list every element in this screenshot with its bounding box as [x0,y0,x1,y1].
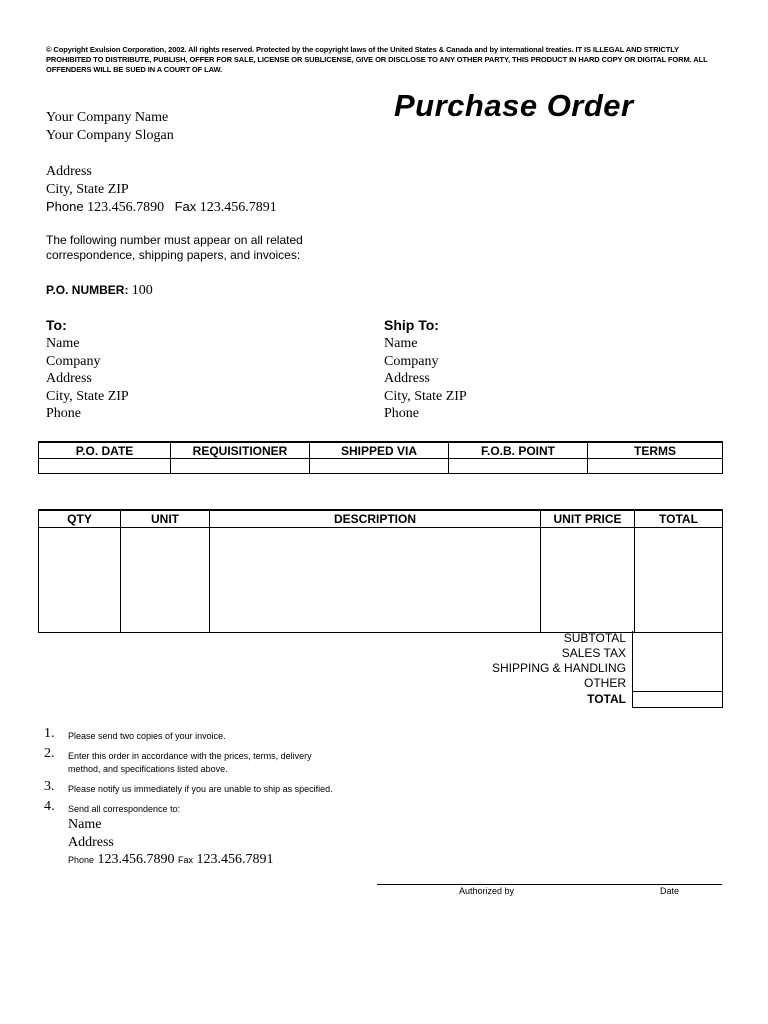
company-block [46,109,174,144]
note-text: Please send two copies of your invoice. [68,731,226,741]
fax-number: 123.456.7891 [199,200,277,215]
unit-header: UNIT [121,510,210,528]
correspondence-name: Name [68,817,102,832]
shipped-via-cell[interactable] [310,459,449,474]
ship-to-company: Company [384,353,439,369]
to-company: Company [46,353,101,369]
ship-to-address: Address [384,371,430,386]
fax-label: Fax [174,199,197,214]
phone-number: 123.456.7890 [97,852,175,867]
sales-tax-label: SALES TAX [561,646,626,660]
po-number-line [46,283,153,299]
correspondence-address: Address [68,834,114,850]
total-header: TOTAL [635,510,723,528]
total-cell[interactable] [635,528,723,633]
shipped-via-header: SHIPPED VIA [310,442,449,459]
table-row [39,459,723,474]
order-info-table [38,441,723,474]
fob-point-header: F.O.B. POINT [449,442,588,459]
terms-cell[interactable] [588,459,723,474]
total-label: TOTAL [587,692,626,706]
list-item [44,726,346,743]
other-value[interactable] [633,676,723,692]
to-name: Name [46,336,80,351]
po-date-cell[interactable] [39,459,171,474]
po-number-label: P.O. NUMBER: [46,283,129,297]
terms-header: TERMS [588,442,723,459]
shipping-value[interactable] [633,661,723,676]
phone-number: 123.456.7890 [87,200,165,215]
summary-table [38,631,723,708]
to-phone: Phone [46,406,81,421]
city-state-zip: City, State ZIP [46,181,129,197]
unit-price-cell[interactable] [541,528,635,633]
to-block [46,317,129,423]
po-number-value: 100 [131,283,153,298]
sales-tax-value[interactable] [633,646,723,661]
subtotal-label: SUBTOTAL [563,631,626,645]
other-label: OTHER [584,676,626,691]
requisitioner-cell[interactable] [171,459,310,474]
ship-to-block [384,317,467,423]
notes-list [44,726,346,877]
total-value[interactable] [633,692,723,708]
shipping-label: SHIPPING & HANDLING [491,661,626,675]
note-number: 2. [44,746,55,761]
phone-fax-line [46,198,277,217]
subtotal-value[interactable] [633,631,723,646]
unit-cell[interactable] [121,528,210,633]
company-address-block [46,163,277,217]
list-item [44,746,346,776]
to-city: City, State ZIP [46,388,129,404]
address-line: Address [46,164,92,179]
phone-label: Phone [68,855,95,865]
note-number: 1. [44,726,55,741]
authorized-by-label: Authorized by [459,886,515,896]
qty-header: QTY [39,510,121,528]
signature-line[interactable] [377,884,722,885]
fax-number: 123.456.7891 [196,852,274,867]
note-text: Enter this order in accordance with the prices, terms, delivery method, and specifications listed above. [68,751,312,774]
ship-to-phone: Phone [384,406,419,421]
to-address: Address [46,371,92,386]
table-row [39,528,723,633]
unit-price-header: UNIT PRICE [541,510,635,528]
ship-to-city: City, State ZIP [384,388,467,404]
copyright-notice: © Copyright Exulsion Corporation, 2002. All rights reserved. Protected by the copyright laws of the United States & Canada and by international treaties. IT IS ILLEGAL AND STRICTLY PROHIBITED TO DISTRIBUTE, PUBLISH, OFFER FOR SALE, LICENSE OR SUBLICENSE, GIVE OR DISCLOSE TO ANY OTHER PARTY, THIS PRODUCT IN HARD COPY OR DIGITAL FORM. ALL OFFENDERS WILL BE SUED IN A COURT OF LAW. [46,45,708,74]
company-slogan: Your Company Slogan [46,127,174,143]
note-text: Please notify us immediately if you are unable to ship as specified. [68,784,333,794]
company-name: Your Company Name [46,110,169,125]
note-number: 3. [44,779,55,794]
date-label: Date [660,886,680,896]
correspondence-phone-fax [68,851,346,870]
list-item [44,779,346,796]
note-number: 4. [44,799,55,814]
fob-point-cell[interactable] [449,459,588,474]
description-header: DESCRIPTION [210,510,541,528]
fax-label: Fax [178,855,194,865]
to-heading: To: [46,317,67,333]
list-item [44,799,346,870]
qty-cell[interactable] [39,528,121,633]
po-date-header: P.O. DATE [39,442,171,459]
ship-to-name: Name [384,336,418,351]
ship-to-heading: Ship To: [384,317,439,333]
note-text: Send all correspondence to: [68,804,181,814]
po-notice: The following number must appear on all related correspondence, shipping papers, and invoices: [46,233,303,262]
phone-label: Phone [46,199,84,214]
line-items-table [38,509,723,633]
description-cell[interactable] [210,528,541,633]
page-title: Purchase Order [394,88,634,123]
requisitioner-header: REQUISITIONER [171,442,310,459]
